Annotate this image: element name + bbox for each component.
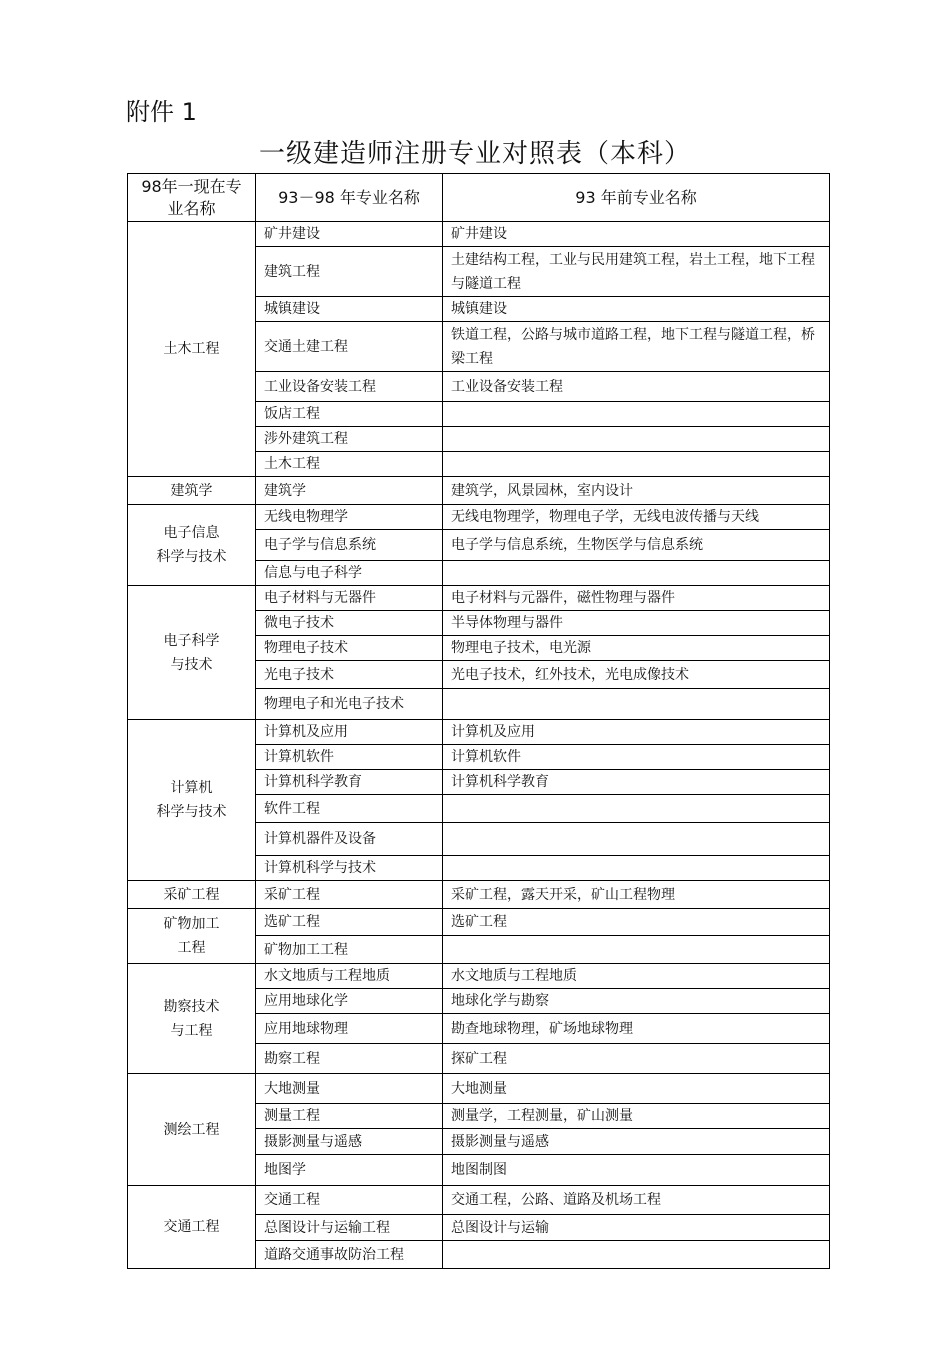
major-9398-cell: 土木工程	[256, 452, 443, 477]
major-9398-cell: 总图设计与运输工程	[256, 1215, 443, 1241]
category-cell: 土木工程	[128, 222, 256, 477]
header-current-major: 98年一现在专 业名称	[128, 174, 256, 222]
category-cell: 建筑学	[128, 477, 256, 505]
header-9398-major: 93－98 年专业名称	[256, 174, 443, 222]
major-9398-cell: 摄影测量与遥感	[256, 1129, 443, 1155]
major-9398-cell: 矿物加工工程	[256, 936, 443, 964]
major-9398-cell: 测量工程	[256, 1104, 443, 1129]
major-pre93-cell: 物理电子技术，电光源	[443, 636, 830, 661]
major-pre93-cell: 电子学与信息系统，生物医学与信息系统	[443, 530, 830, 561]
major-pre93-cell: 地球化学与勘察	[443, 989, 830, 1014]
major-pre93-cell: 无线电物理学，物理电子学，无线电波传播与天线	[443, 505, 830, 530]
major-9398-cell: 采矿工程	[256, 881, 443, 909]
major-pre93-cell: 土建结构工程，工业与民用建筑工程，岩土工程，地下工程与隧道工程	[443, 247, 830, 297]
major-pre93-cell: 电子材料与元器件，磁性物理与器件	[443, 586, 830, 611]
major-9398-cell: 选矿工程	[256, 909, 443, 936]
major-9398-cell: 应用地球化学	[256, 989, 443, 1014]
major-9398-cell: 信息与电子科学	[256, 561, 443, 586]
major-9398-cell: 电子材料与无器件	[256, 586, 443, 611]
major-pre93-cell: 探矿工程	[443, 1044, 830, 1074]
category-cell: 矿物加工 工程	[128, 909, 256, 964]
major-pre93-cell: 水文地质与工程地质	[443, 964, 830, 989]
major-pre93-cell: 大地测量	[443, 1074, 830, 1104]
major-9398-cell: 电子学与信息系统	[256, 530, 443, 561]
major-9398-cell: 应用地球物理	[256, 1014, 443, 1044]
major-pre93-cell: 总图设计与运输	[443, 1215, 830, 1241]
major-9398-cell: 计算机及应用	[256, 720, 443, 745]
table-body	[128, 222, 830, 1269]
major-pre93-cell	[443, 452, 830, 477]
major-pre93-cell: 计算机软件	[443, 745, 830, 770]
major-9398-cell: 计算机科学教育	[256, 770, 443, 795]
major-9398-cell: 计算机科学与技术	[256, 856, 443, 881]
table-row	[128, 909, 830, 936]
major-pre93-cell	[443, 402, 830, 427]
major-pre93-cell: 地图制图	[443, 1155, 830, 1186]
major-pre93-cell: 城镇建设	[443, 297, 830, 322]
major-pre93-cell: 光电子技术，红外技术，光电成像技术	[443, 661, 830, 689]
table-row	[128, 1074, 830, 1104]
major-pre93-cell: 半导体物理与器件	[443, 611, 830, 636]
table-row	[128, 881, 830, 909]
major-pre93-cell	[443, 936, 830, 964]
major-pre93-cell: 选矿工程	[443, 909, 830, 936]
table-row	[128, 1186, 830, 1215]
major-9398-cell: 建筑学	[256, 477, 443, 505]
major-9398-cell: 涉外建筑工程	[256, 427, 443, 452]
major-pre93-cell	[443, 689, 830, 720]
major-9398-cell: 光电子技术	[256, 661, 443, 689]
major-pre93-cell: 交通工程，公路、道路及机场工程	[443, 1186, 830, 1215]
major-9398-cell: 勘察工程	[256, 1044, 443, 1074]
major-9398-cell: 计算机软件	[256, 745, 443, 770]
table-row	[128, 477, 830, 505]
major-pre93-cell: 计算机及应用	[443, 720, 830, 745]
major-9398-cell: 饭店工程	[256, 402, 443, 427]
major-9398-cell: 交通土建工程	[256, 322, 443, 372]
major-pre93-cell	[443, 1241, 830, 1269]
category-cell: 勘察技术 与工程	[128, 964, 256, 1074]
major-9398-cell: 物理电子技术	[256, 636, 443, 661]
table-row	[128, 586, 830, 611]
attachment-label: 附件 1	[126, 98, 197, 126]
major-pre93-cell: 矿井建设	[443, 222, 830, 247]
major-9398-cell: 工业设备安装工程	[256, 372, 443, 402]
major-9398-cell: 矿井建设	[256, 222, 443, 247]
major-9398-cell: 无线电物理学	[256, 505, 443, 530]
major-9398-cell: 道路交通事故防治工程	[256, 1241, 443, 1269]
major-pre93-cell: 铁道工程，公路与城市道路工程，地下工程与隧道工程，桥梁工程	[443, 322, 830, 372]
category-cell: 交通工程	[128, 1186, 256, 1269]
major-9398-cell: 建筑工程	[256, 247, 443, 297]
major-pre93-cell: 建筑学，风景园林，室内设计	[443, 477, 830, 505]
major-pre93-cell: 工业设备安装工程	[443, 372, 830, 402]
major-pre93-cell	[443, 561, 830, 586]
header-pre93-major: 93 年前专业名称	[443, 174, 830, 222]
major-pre93-cell: 测量学，工程测量，矿山测量	[443, 1104, 830, 1129]
major-9398-cell: 城镇建设	[256, 297, 443, 322]
category-cell: 电子科学 与技术	[128, 586, 256, 720]
major-9398-cell: 地图学	[256, 1155, 443, 1186]
major-pre93-cell: 勘查地球物理，矿场地球物理	[443, 1014, 830, 1044]
major-pre93-cell: 摄影测量与遥感	[443, 1129, 830, 1155]
category-cell: 计算机 科学与技术	[128, 720, 256, 881]
table-row	[128, 505, 830, 530]
major-pre93-cell	[443, 795, 830, 823]
document-title: 一级建造师注册专业对照表（本科）	[258, 139, 691, 169]
table-row	[128, 964, 830, 989]
category-cell: 测绘工程	[128, 1074, 256, 1186]
major-pre93-cell	[443, 823, 830, 856]
table-row	[128, 222, 830, 247]
major-9398-cell: 交通工程	[256, 1186, 443, 1215]
major-9398-cell: 物理电子和光电子技术	[256, 689, 443, 720]
major-pre93-cell: 计算机科学教育	[443, 770, 830, 795]
major-9398-cell: 大地测量	[256, 1074, 443, 1104]
major-9398-cell: 计算机器件及设备	[256, 823, 443, 856]
table-row	[128, 720, 830, 745]
major-pre93-cell: 采矿工程，露天开采，矿山工程物理	[443, 881, 830, 909]
major-pre93-cell	[443, 856, 830, 881]
category-cell: 电子信息 科学与技术	[128, 505, 256, 586]
major-9398-cell: 微电子技术	[256, 611, 443, 636]
major-comparison-table	[127, 173, 830, 1269]
major-9398-cell: 软件工程	[256, 795, 443, 823]
major-9398-cell: 水文地质与工程地质	[256, 964, 443, 989]
major-pre93-cell	[443, 427, 830, 452]
category-cell: 采矿工程	[128, 881, 256, 909]
